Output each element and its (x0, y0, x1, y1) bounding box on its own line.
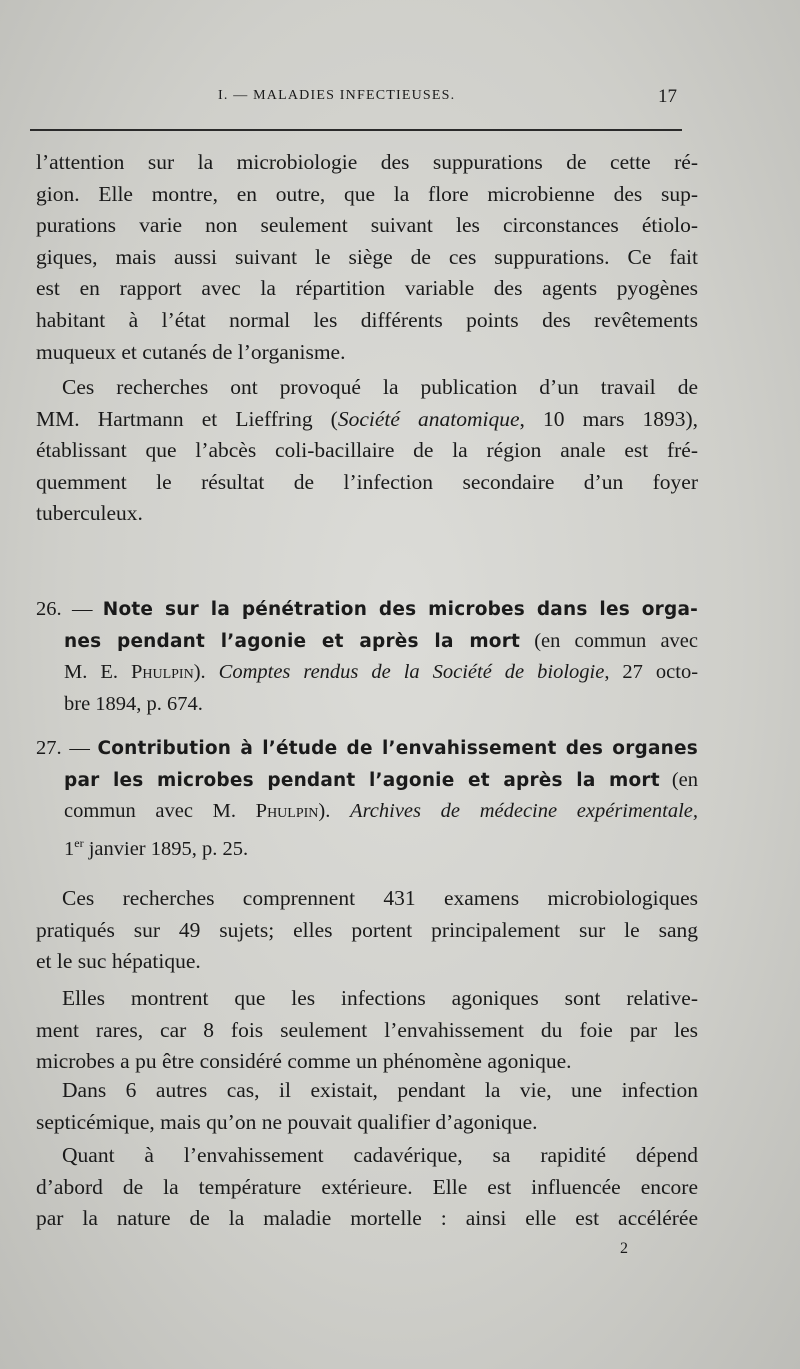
text-line: microbes a pu être considéré comme un phénomène agonique. (36, 1049, 572, 1074)
text-line (36, 594, 698, 626)
text-line (36, 404, 698, 436)
paragraph-2 (36, 372, 698, 530)
text-line: d’abord de la température extérieure. Elle est influencée encore (36, 1174, 698, 1199)
text-line (36, 765, 698, 797)
text-line (36, 626, 698, 658)
text-line (36, 796, 698, 828)
bibliography-entry-26 (36, 594, 698, 720)
entry-title: nes pendant l’agonie et après la mort (64, 630, 521, 652)
author-name: Phulpin (130, 661, 194, 683)
text-line (36, 657, 698, 689)
text-line: purations varie non seulement suivant les circonstances étiolo- (36, 213, 698, 238)
text-line: par la nature de la maladie mortelle : ainsi elle est accélérée (36, 1206, 698, 1231)
text-line: Quant à l’envahissement cadavérique, sa rapidité dépend (62, 1143, 698, 1167)
entry-number: 26. — (36, 598, 103, 620)
text-line: quemment le résultat de l’infection secondaire d’un foyer (36, 469, 698, 494)
text-line (36, 828, 698, 865)
paragraph-4 (36, 983, 698, 1078)
entry-title: Note sur la pénétration des microbes dans les orga- (102, 599, 699, 620)
page-header (0, 88, 800, 114)
text-fragment: ). (318, 800, 351, 822)
entry-number: 27. — (36, 737, 98, 759)
text-fragment: commun avec M. (64, 800, 256, 822)
text-line: Dans 6 autres cas, il existait, pendant la vie, une infection (62, 1078, 698, 1102)
entry-title: par les microbes pendant l’agonie et après la mort (64, 769, 660, 791)
text-fragment: , 10 mars 1893), (519, 406, 699, 431)
text-line: giques, mais aussi suivant le siège de ces suppurations. Ce fait (36, 244, 698, 269)
text-line: gion. Elle montre, en outre, que la flore microbienne des sup- (36, 181, 698, 206)
text-line (36, 733, 698, 765)
text-line: Ces recherches comprennent 431 examens microbiologiques (62, 886, 698, 910)
paragraph-6 (36, 1140, 698, 1235)
running-title: I. — MALADIES INFECTIEUSES. (218, 88, 456, 103)
text-line: établissant que l’abcès coli-bacillaire de la région anale est fré- (36, 438, 698, 463)
text-line: pratiqués sur 49 sujets; elles portent principalement sur le sang (36, 917, 698, 942)
text-fragment: ). (193, 661, 219, 683)
text-fragment: MM. Hartmann et Lieffring ( (36, 406, 338, 431)
text-fragment: M. E. (64, 661, 131, 683)
superscript: er (74, 835, 84, 850)
text-line: Ces recherches ont provoqué la publication d’un travail de (62, 375, 698, 399)
header-rule (30, 129, 682, 131)
text-fragment: (en (659, 768, 698, 791)
text-line: muqueux et cutanés de l’organisme. (36, 339, 346, 364)
text-line: et le suc hépatique. (36, 949, 201, 974)
text-line: septicémique, mais qu’on ne pouvait qualifier d’agonique. (36, 1109, 538, 1134)
paragraph-5 (36, 1075, 698, 1138)
text-fragment: janvier 1895, p. 25. (83, 837, 249, 860)
page-number: 17 (658, 86, 677, 107)
entry-title: Contribution à l’étude de l’envahissement des organes (97, 738, 698, 759)
bibliography-entry-27 (36, 733, 698, 865)
text-fragment: (en commun avec (520, 629, 698, 652)
journal-title: Société anatomique (337, 406, 520, 431)
text-line: habitant à l’état normal les différents points des revêtements (36, 307, 698, 332)
text-fragment: , 27 octo- (604, 661, 699, 683)
signature-mark: 2 (620, 1240, 628, 1257)
author-name: Phulpin (255, 800, 319, 822)
journal-title: Comptes rendus de la Société de biologie (218, 661, 605, 683)
text-line: Elles montrent que les infections agoniques sont relative- (62, 986, 698, 1010)
paragraph-1 (36, 147, 698, 368)
journal-title: Archives de médecine expérimentale, (350, 800, 699, 822)
text-line: ment rares, car 8 fois seulement l’envahissement du foie par les (36, 1017, 698, 1042)
text-fragment: 1 (64, 837, 75, 860)
text-line: tuberculeux. (36, 501, 143, 526)
text-line: l’attention sur la microbiologie des suppurations de cette ré- (36, 150, 698, 174)
text-line: est en rapport avec la répartition variable des agents pyogènes (36, 276, 698, 301)
paragraph-3 (36, 883, 698, 978)
text-line: bre 1894, p. 674. (64, 692, 203, 715)
